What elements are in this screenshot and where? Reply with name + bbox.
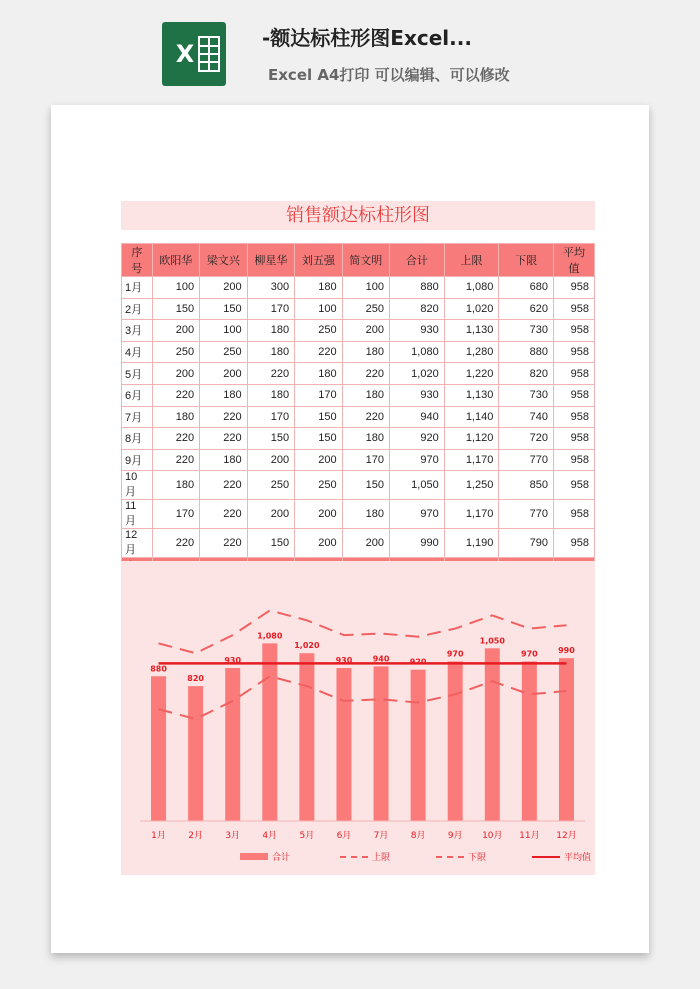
- table-cell: 730: [499, 320, 554, 342]
- row-label-cell: 11月: [122, 500, 153, 529]
- table-cell: 200: [342, 320, 389, 342]
- table-cell: 下限: [499, 244, 554, 277]
- table-cell: 200: [247, 449, 294, 471]
- table-cell: 100: [152, 277, 199, 299]
- table-cell: 150: [247, 428, 294, 450]
- data-label: 1,020: [294, 641, 320, 651]
- table-cell: 合计: [390, 244, 445, 277]
- table-cell: 300: [247, 277, 294, 299]
- legend-swatch: [240, 853, 268, 860]
- x-tick-label: 3月: [225, 831, 241, 841]
- bar-total: [522, 661, 537, 821]
- table-cell: 1,080: [444, 277, 499, 299]
- data-label: 1,050: [479, 636, 505, 646]
- table-cell: 1,050: [390, 471, 445, 500]
- bar-total: [448, 661, 463, 821]
- table-cell: 250: [152, 341, 199, 363]
- table-cell: 100: [342, 277, 389, 299]
- table-cell: 958: [554, 529, 595, 558]
- table-cell: 958: [554, 471, 595, 500]
- table-cell: 220: [152, 384, 199, 406]
- data-label: 820: [187, 674, 204, 684]
- table-cell: 220: [200, 500, 247, 529]
- table-cell: 170: [247, 298, 294, 320]
- table-cell: 200: [152, 363, 199, 385]
- table-cell: 958: [554, 363, 595, 385]
- table-row: [122, 428, 595, 450]
- table-cell: 刘五强: [295, 244, 342, 277]
- legend-label: 平均值: [564, 853, 592, 863]
- table-cell: 920: [390, 428, 445, 450]
- x-tick-label: 10月: [482, 831, 503, 841]
- table-cell: 200: [342, 529, 389, 558]
- table-cell: 200: [295, 529, 342, 558]
- bar-total: [374, 666, 389, 821]
- table-cell: 220: [200, 529, 247, 558]
- chart-svg: [121, 561, 595, 875]
- table-cell: 1,020: [390, 363, 445, 385]
- table-cell: 180: [342, 341, 389, 363]
- table-row: [122, 529, 595, 558]
- table-row: [122, 449, 595, 471]
- table-cell: 220: [152, 529, 199, 558]
- table-cell: 180: [247, 341, 294, 363]
- table-cell: 170: [342, 449, 389, 471]
- data-label: 930: [335, 656, 353, 666]
- table-row: [122, 471, 595, 500]
- data-label: 930: [224, 656, 242, 666]
- document-title: -额达标柱形图Excel...: [262, 26, 472, 50]
- table-cell: 250: [295, 320, 342, 342]
- table-cell: 220: [295, 341, 342, 363]
- table-cell: 1,170: [444, 449, 499, 471]
- bar-total: [559, 658, 574, 821]
- table-cell: 1,250: [444, 471, 499, 500]
- table-cell: 970: [390, 500, 445, 529]
- table-cell: 958: [554, 406, 595, 428]
- table-cell: 150: [295, 428, 342, 450]
- table-cell: 简文明: [342, 244, 389, 277]
- table-cell: 100: [200, 320, 247, 342]
- bar-total: [299, 653, 314, 821]
- bar-total: [151, 676, 166, 821]
- table-cell: 180: [247, 384, 294, 406]
- upper-limit-line: [159, 610, 567, 653]
- table-cell: 170: [295, 384, 342, 406]
- table-cell: 200: [152, 320, 199, 342]
- data-label: 880: [150, 664, 167, 674]
- table-cell: 200: [295, 500, 342, 529]
- table-cell: 180: [200, 449, 247, 471]
- table-cell: 1,120: [444, 428, 499, 450]
- table-cell: 200: [295, 449, 342, 471]
- table-cell: 1,020: [444, 298, 499, 320]
- table-cell: 220: [247, 363, 294, 385]
- table-cell: 180: [342, 500, 389, 529]
- table-cell: 180: [200, 384, 247, 406]
- x-tick-label: 1月: [151, 831, 166, 841]
- legend-label: 合计: [272, 853, 291, 863]
- table-cell: 150: [200, 298, 247, 320]
- row-label-cell: 6月: [122, 384, 153, 406]
- table-cell: 170: [152, 500, 199, 529]
- table-cell: 740: [499, 406, 554, 428]
- table-cell: 柳星华: [247, 244, 294, 277]
- data-label: 1,080: [257, 631, 283, 641]
- table-cell: 100: [295, 298, 342, 320]
- table-cell: 930: [390, 320, 445, 342]
- table-cell: 880: [390, 277, 445, 299]
- table-cell: 150: [152, 298, 199, 320]
- table-cell: 990: [390, 529, 445, 558]
- table-row: [122, 320, 595, 342]
- document-header: [0, 0, 700, 100]
- legend-label: 上限: [372, 853, 391, 863]
- excel-x-glyph: X: [175, 40, 195, 68]
- data-label: 970: [446, 649, 464, 659]
- table-cell: 180: [295, 363, 342, 385]
- table-row: [122, 406, 595, 428]
- table-cell: 220: [342, 363, 389, 385]
- data-label: 940: [372, 654, 390, 664]
- table-cell: 958: [554, 277, 595, 299]
- table-cell: 770: [499, 500, 554, 529]
- sales-table: [121, 243, 595, 591]
- row-label-cell: 7月: [122, 406, 153, 428]
- table-cell: 180: [152, 406, 199, 428]
- table-cell: 1,170: [444, 500, 499, 529]
- table-row: [122, 384, 595, 406]
- data-label: 920: [409, 657, 427, 667]
- table-cell: 180: [342, 384, 389, 406]
- table-cell: 940: [390, 406, 445, 428]
- table-cell: 958: [554, 449, 595, 471]
- row-label-cell: 2月: [122, 298, 153, 320]
- table-cell: 820: [499, 363, 554, 385]
- table-cell: 1,080: [390, 341, 445, 363]
- bar-total: [188, 686, 203, 821]
- table-cell: 850: [499, 471, 554, 500]
- table-cell: 250: [342, 298, 389, 320]
- table-cell: 150: [342, 471, 389, 500]
- table-cell: 180: [152, 471, 199, 500]
- table-cell: 220: [200, 471, 247, 500]
- table-cell: 150: [247, 529, 294, 558]
- table-cell: 958: [554, 500, 595, 529]
- table-cell: 220: [152, 428, 199, 450]
- table-cell: 958: [554, 428, 595, 450]
- table-cell: 1,130: [444, 320, 499, 342]
- sheet-title: 销售额达标柱形图: [121, 201, 595, 230]
- table-cell: 180: [247, 320, 294, 342]
- table-row: [122, 298, 595, 320]
- table-cell: 170: [247, 406, 294, 428]
- row-label-cell: 4月: [122, 341, 153, 363]
- table-cell: 欧阳华: [152, 244, 199, 277]
- table-header-row: [122, 244, 595, 277]
- x-tick-label: 4月: [262, 831, 278, 841]
- row-label-cell: 1月: [122, 277, 153, 299]
- excel-icon: [162, 22, 226, 86]
- table-cell: 250: [200, 341, 247, 363]
- row-label-cell: 序号: [122, 244, 153, 277]
- bar-total: [225, 668, 240, 821]
- table-cell: 梁文兴: [200, 244, 247, 277]
- table-cell: 200: [200, 277, 247, 299]
- document-subtitle: Excel A4打印 可以编辑、可以修改: [268, 66, 510, 84]
- row-label-cell: 9月: [122, 449, 153, 471]
- table-cell: 730: [499, 384, 554, 406]
- x-tick-label: 8月: [410, 831, 426, 841]
- row-label-cell: 12月: [122, 529, 153, 558]
- bar-total: [411, 670, 426, 821]
- legend-label: 下限: [468, 853, 487, 863]
- lower-limit-line: [159, 676, 567, 719]
- x-tick-label: 2月: [188, 831, 203, 841]
- x-tick-label: 12月: [556, 831, 577, 841]
- bar-total: [485, 648, 500, 821]
- bar-total: [262, 643, 277, 821]
- table-cell: 180: [295, 277, 342, 299]
- table-cell: 620: [499, 298, 554, 320]
- bar-total: [336, 668, 351, 821]
- table-cell: 720: [499, 428, 554, 450]
- table-cell: 220: [200, 428, 247, 450]
- table-cell: 958: [554, 320, 595, 342]
- row-label-cell: 8月: [122, 428, 153, 450]
- row-label-cell: 10月: [122, 471, 153, 500]
- x-tick-label: 5月: [299, 831, 315, 841]
- table-cell: 180: [342, 428, 389, 450]
- table-cell: 958: [554, 298, 595, 320]
- table-cell: 250: [247, 471, 294, 500]
- x-tick-label: 7月: [373, 831, 389, 841]
- table-cell: 200: [200, 363, 247, 385]
- table-cell: 680: [499, 277, 554, 299]
- table-row: [122, 277, 595, 299]
- table-cell: 250: [295, 471, 342, 500]
- x-tick-label: 9月: [447, 831, 463, 841]
- data-label: 990: [558, 646, 575, 656]
- table-cell: 1,130: [444, 384, 499, 406]
- table-cell: 220: [152, 449, 199, 471]
- table-cell: 970: [390, 449, 445, 471]
- table-cell: 958: [554, 384, 595, 406]
- table-cell: 1,190: [444, 529, 499, 558]
- table-cell: 1,220: [444, 363, 499, 385]
- table-cell: 220: [200, 406, 247, 428]
- table-row: [122, 341, 595, 363]
- table-row: [122, 363, 595, 385]
- x-tick-label: 6月: [336, 831, 352, 841]
- table-cell: 958: [554, 341, 595, 363]
- table-cell: 930: [390, 384, 445, 406]
- row-label-cell: 5月: [122, 363, 153, 385]
- table-cell: 上限: [444, 244, 499, 277]
- table-cell: 平均值: [554, 244, 595, 277]
- table-cell: 1,140: [444, 406, 499, 428]
- table-cell: 200: [247, 500, 294, 529]
- data-label: 970: [521, 649, 538, 659]
- table-row: [122, 500, 595, 529]
- table-cell: 880: [499, 341, 554, 363]
- table-cell: 220: [342, 406, 389, 428]
- table-cell: 790: [499, 529, 554, 558]
- excel-grid-glyph: [198, 36, 220, 72]
- table-cell: 1,280: [444, 341, 499, 363]
- table-cell: 770: [499, 449, 554, 471]
- table-cell: 150: [295, 406, 342, 428]
- x-tick-label: 11月: [519, 831, 540, 841]
- row-label-cell: 3月: [122, 320, 153, 342]
- table-cell: 820: [390, 298, 445, 320]
- sales-chart: [121, 561, 595, 875]
